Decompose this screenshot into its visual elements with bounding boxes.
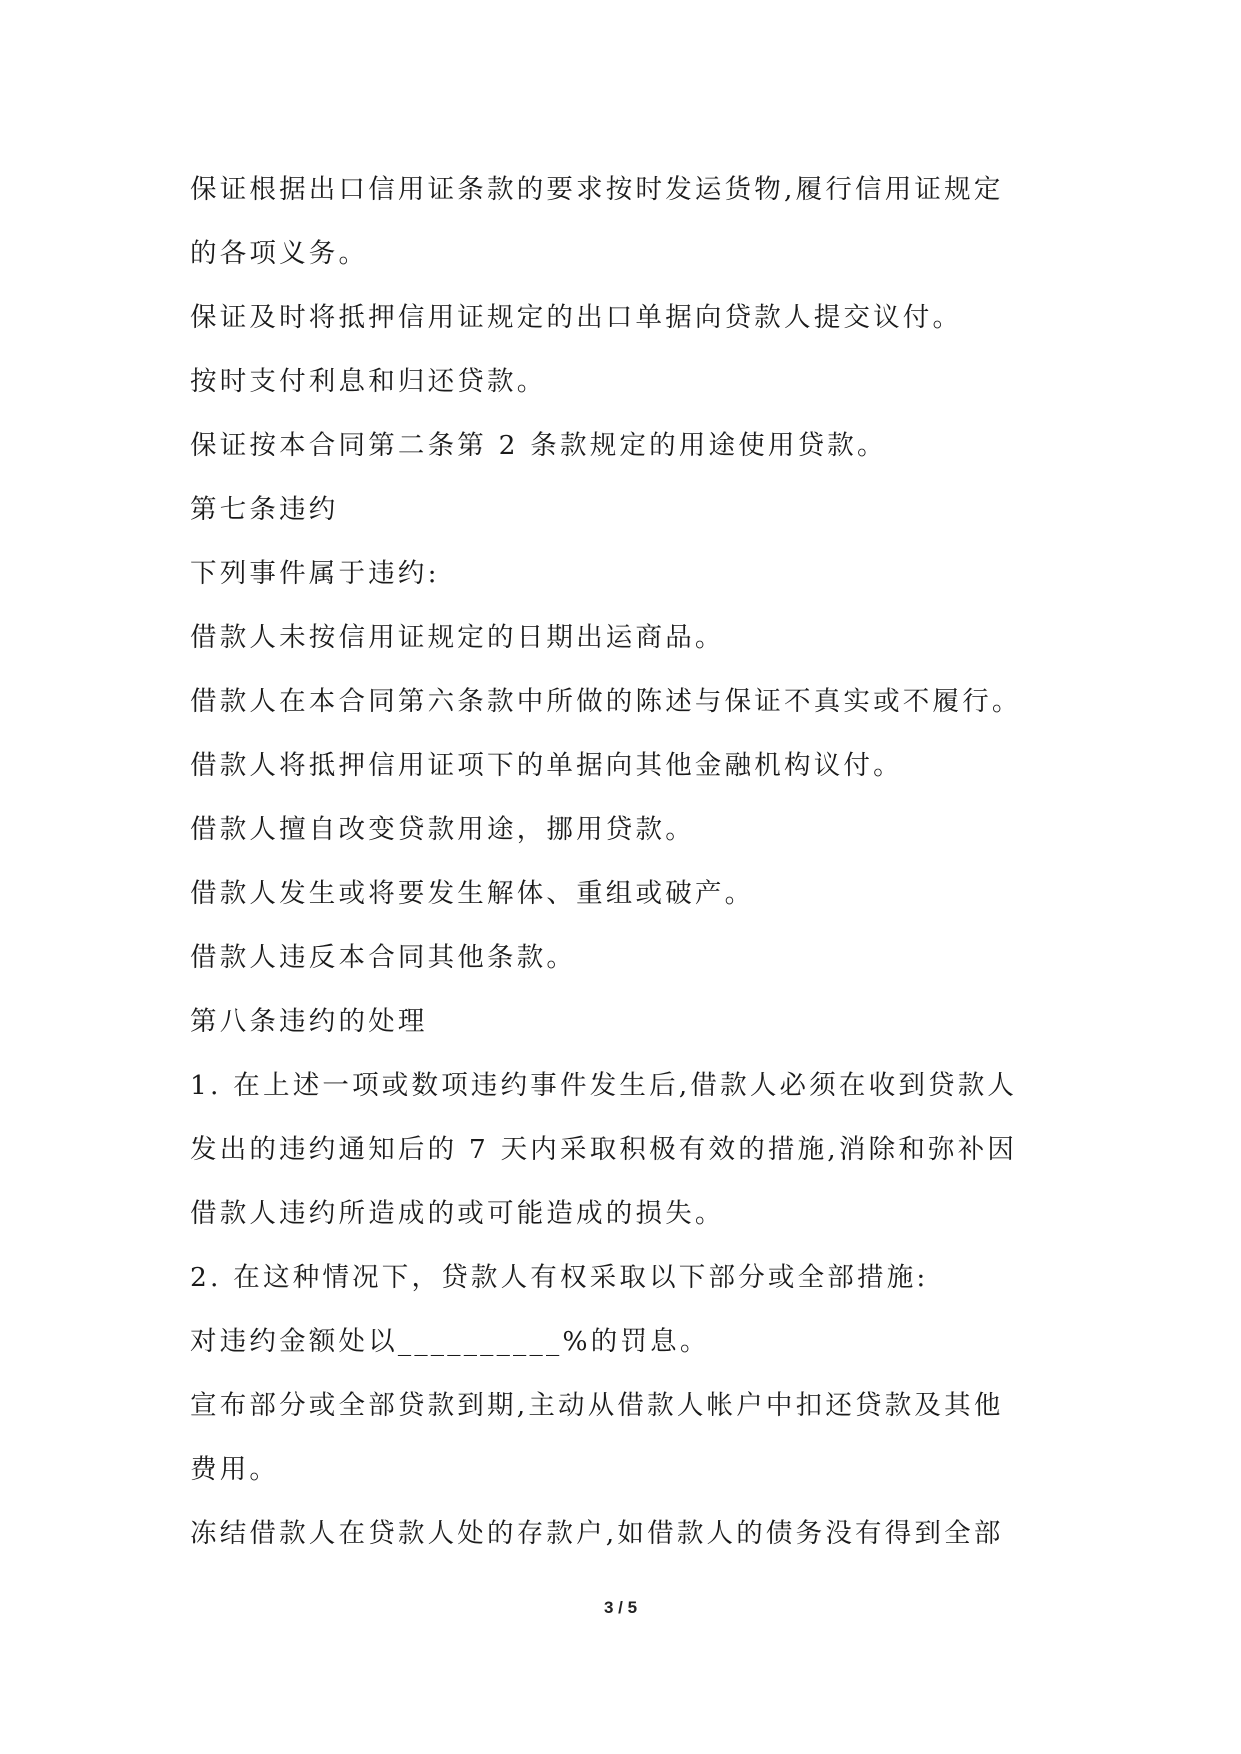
text-line: 借款人发生或将要发生解体、重组或破产。 bbox=[190, 878, 755, 909]
text-line: 借款人在本合同第六条款中所做的陈述与保证不真实或不履行。 bbox=[190, 686, 1022, 717]
text-line: 对违约金额处以__________%的罚息。 bbox=[190, 1326, 710, 1357]
text-line: 下列事件属于违约: bbox=[190, 558, 440, 589]
text-line: 发出的违约通知后的 7 天内采取积极有效的措施,消除和弥补因 bbox=[190, 1134, 1018, 1165]
text-line: 借款人未按信用证规定的日期出运商品。 bbox=[190, 622, 725, 653]
text-line: 借款人将抵押信用证项下的单据向其他金融机构议付。 bbox=[190, 750, 903, 781]
text-line: 借款人违约所造成的或可能造成的损失。 bbox=[190, 1198, 725, 1229]
text-line: 宣布部分或全部贷款到期,主动从借款人帐户中扣还贷款及其他 bbox=[190, 1390, 1004, 1421]
text-line: 费用。 bbox=[190, 1454, 280, 1485]
text-line: 借款人违反本合同其他条款。 bbox=[190, 942, 577, 973]
text-line: 的各项义务。 bbox=[190, 238, 369, 269]
text-line: 保证及时将抵押信用证规定的出口单据向贷款人提交议付。 bbox=[190, 302, 963, 333]
text-line: 1. 在上述一项或数项违约事件发生后,借款人必须在收到贷款人 bbox=[190, 1070, 1018, 1101]
text-line: 冻结借款人在贷款人处的存款户,如借款人的债务没有得到全部 bbox=[190, 1518, 1004, 1549]
section-heading: 第七条违约 bbox=[190, 494, 339, 525]
text-line: 保证按本合同第二条第 2 条款规定的用途使用贷款。 bbox=[190, 430, 887, 461]
page-number: 3 / 5 bbox=[603, 1598, 638, 1617]
section-heading: 第八条违约的处理 bbox=[190, 1006, 428, 1037]
text-line: 保证根据出口信用证条款的要求按时发运货物,履行信用证规定 bbox=[190, 174, 1004, 205]
text-line: 2. 在这种情况下，贷款人有权采取以下部分或全部措施: bbox=[190, 1262, 929, 1293]
text-line: 按时支付利息和归还贷款。 bbox=[190, 366, 547, 397]
text-line: 借款人擅自改变贷款用途，挪用贷款。 bbox=[190, 814, 695, 845]
document-body bbox=[190, 158, 1070, 1566]
